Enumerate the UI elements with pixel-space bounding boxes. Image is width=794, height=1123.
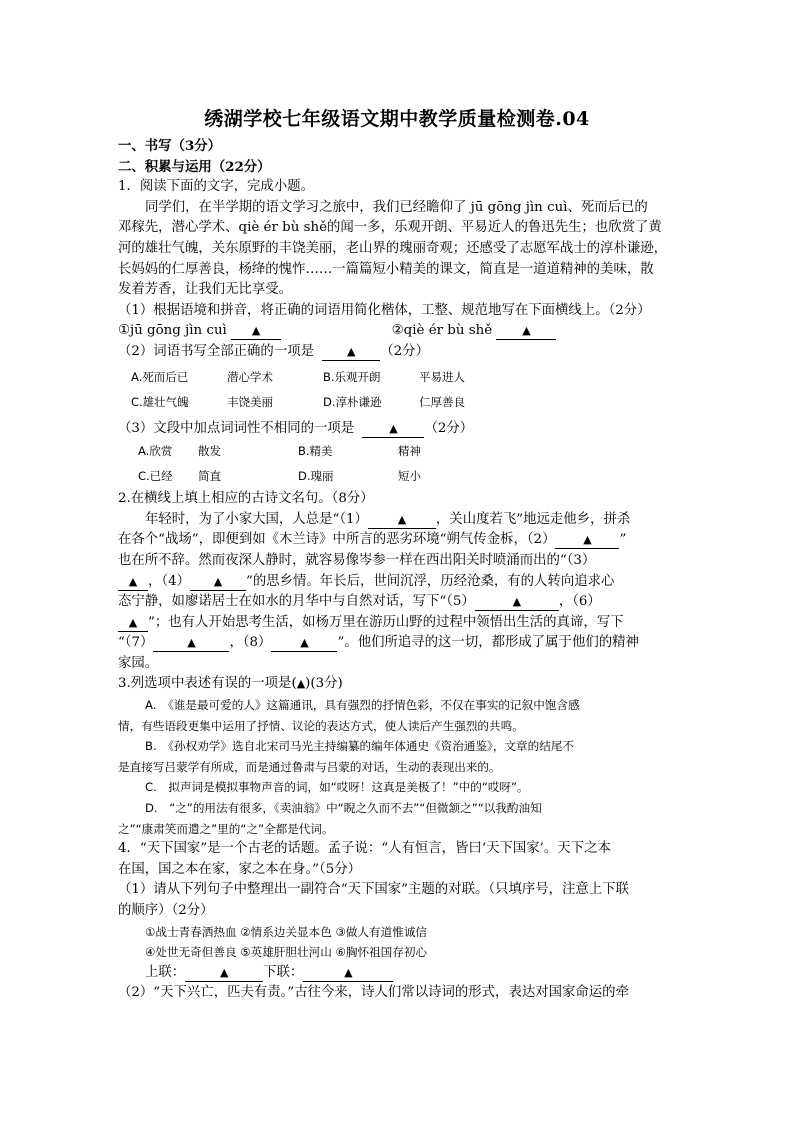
q2-line [118, 633, 690, 654]
q1-sub1b-pinyin: ②qiè ér bù shě [391, 323, 493, 339]
q1-sub2-text: （2）词语书写全部正确的一项是 [118, 343, 314, 359]
option-text: 精神 [398, 444, 421, 459]
q4-sub1-prompt: （1）请从下列句子中整理出一副符合“天下国家”主题的对联。（只填序号，注意上下联 [118, 882, 629, 898]
option-text: 仁厚善良 [419, 394, 465, 409]
option-text: 短小 [398, 469, 421, 484]
q1-sub3-prompt [118, 419, 690, 440]
q2-blank-1[interactable] [368, 512, 436, 529]
option-label: C.已经 [138, 469, 173, 484]
q2-text: 态宁静，如廖诺居士在如水的月华中与自然对话，写下“（5） [118, 594, 475, 610]
q2-blank-4[interactable] [190, 574, 246, 591]
q1-sub1b-answer-blank[interactable] [496, 323, 556, 340]
q2-line [118, 613, 690, 634]
q2-line [118, 530, 690, 551]
upper-couplet-label: 上联： [145, 964, 186, 980]
q2-text: ，（6） [558, 594, 601, 610]
answer-marker-icon[interactable]: ▲ [296, 677, 306, 691]
q2-line: 也在所不辞。然而夜深人静时，就容易像岑参一样在西出阳关时喷涌而出的“（3） [118, 552, 596, 568]
q2-line [118, 592, 690, 613]
q3-option-a-cont: 情，有些语段更集中运用了抒情、议论的表达方式，使人读后产生强烈的共鸣。 [118, 718, 524, 733]
q2-blank-8[interactable] [271, 635, 337, 652]
q1-sub2-score: （2分） [380, 343, 429, 359]
q2-text: ”。他们所追寻的这一切，都形成了属于他们的精神 [337, 635, 639, 651]
option-text: 散发 [198, 444, 221, 459]
q4-choice-row: ④处世无奇但善良 ⑤英雄肝胆壮河山 ⑥胸怀祖国存初心 [145, 945, 428, 960]
q1-passage-line: 发着芳香，让我们无比享受。 [118, 282, 293, 298]
q4-couplet-answer [118, 963, 690, 984]
q2-text: ” [619, 532, 627, 548]
option-label: D.淳朴谦逊 [323, 394, 382, 409]
answer-marker-icon: ▲ [583, 533, 592, 547]
q1-sub3-answer-blank[interactable] [362, 421, 424, 438]
q2-blank-7[interactable] [153, 635, 229, 652]
q4-heading-cont: 在国，国之本在家，家之本在身。”（5分） [118, 861, 361, 877]
q4-choices [118, 922, 690, 963]
q1-sub3-text: （3）文段中加点词词性不相同的一项是 [118, 420, 355, 436]
q3-option-d: D. “之”的用法有很多，《卖油翁》中“睨之久而不去”“但微颔之”“以我酌油知 [145, 801, 542, 816]
answer-marker-icon: ▲ [219, 965, 229, 979]
lower-couplet-blank[interactable] [303, 965, 393, 982]
q2-line [118, 510, 690, 531]
q2-blank-2[interactable] [555, 532, 619, 549]
q3-text: 3.列选项中表述有误的一项是( [118, 676, 297, 692]
q2-text: 在各个“战场”，即便到如《木兰诗》中所言的恶劣环境“朔气传金柝，（2） [118, 532, 556, 548]
q1-sub3-score: （2分） [424, 420, 474, 436]
answer-marker-icon: ▲ [389, 421, 398, 435]
option-text: 丰饶美丽 [227, 394, 273, 409]
q4-sub2-prompt: （2）“天下兴亡，匹夫有责。”古往今来，诗人们常以诗词的形式，表达对国家命运的牵 [118, 985, 629, 1001]
answer-marker-icon: ▲ [300, 636, 309, 650]
q4-sub1-prompt-cont: 的顺序）（2分） [118, 903, 214, 918]
answer-marker-icon: ▲ [128, 615, 138, 629]
q1-sub1a-pinyin: ①jū gōng jìn cuì [118, 323, 227, 339]
q1-sub2-prompt [118, 342, 690, 363]
q1-heading: 1．阅读下面的文字，完成小题。 [118, 179, 314, 195]
q1-sub3-options [118, 439, 690, 489]
q1-sub2-options [118, 365, 690, 415]
section-heading-accumulation: 二、积累与运用（22分） [118, 158, 271, 175]
q1-sub2-answer-blank[interactable] [322, 344, 380, 361]
section-heading-writing: 一、书写（3分） [118, 138, 222, 154]
option-label: C.雄壮气魄 [131, 394, 189, 409]
q2-text: ，关山度若飞”地远走他乡，拼杀 [435, 511, 631, 527]
option-label: A.欣赏 [138, 444, 173, 459]
q4-choice-row: ①战士青春洒热血 ②情系边关显本色 ③做人有道惟诚信 [145, 924, 428, 939]
q2-blank-3[interactable] [118, 574, 148, 591]
q4-heading: 4．“天下国家”是一个古老的话题。孟子说：“人有恒言，皆曰‘天下国家’。天下之本 [118, 841, 611, 857]
answer-marker-icon: ▲ [522, 324, 531, 338]
option-label: A.死而后已 [131, 369, 189, 384]
answer-marker-icon: ▲ [187, 636, 196, 650]
q2-text: ，（8） [229, 635, 272, 651]
q1-sub1a-answer-blank[interactable] [231, 323, 281, 340]
q3-options [118, 695, 690, 839]
option-text: 平易进人 [419, 369, 465, 384]
answer-marker-icon: ▲ [344, 965, 353, 979]
q1-passage-line: 邓稼先，潜心学术、qiè ér bù shě的闻一多，乐观开朗、平易近人的鲁迅先生；也欣赏了黄 [118, 220, 662, 236]
q2-text: ，（4） [148, 573, 190, 589]
q2-line [118, 572, 690, 593]
answer-marker-icon: ▲ [347, 344, 356, 358]
q2-heading: 2.在横线上填上相应的古诗文名句。（8分） [118, 491, 374, 507]
page-title: 绣湖学校七年级语文期中教学质量检测卷.04 [204, 108, 590, 130]
q3-option-b-cont: 是直接写吕蒙学有所成，而是通过鲁肃与吕蒙的对话，生动的表现出来的。 [118, 759, 501, 774]
option-row [131, 365, 690, 390]
answer-marker-icon: ▲ [512, 595, 522, 609]
q2-blank-5[interactable] [475, 594, 559, 611]
q2-text: 年轻时，为了小家大国，人总是“（1） [145, 511, 368, 527]
option-label: B.精美 [298, 444, 333, 459]
answer-marker-icon: ▲ [251, 324, 261, 338]
option-row [138, 464, 690, 489]
q1-passage-line: 河的雄壮气魄，关东原野的丰饶美丽，老山界的瑰丽奇观；还感受了志愿军战士的淳朴谦逊， [118, 240, 668, 256]
answer-marker-icon: ▲ [128, 574, 138, 588]
option-label: D.瑰丽 [298, 469, 334, 484]
q3-text: )(3分) [305, 676, 343, 692]
option-row [131, 390, 690, 415]
exam-content [118, 136, 690, 1004]
answer-marker-icon: ▲ [213, 574, 223, 588]
q1-passage-line: 同学们，在半学期的语文学习之旅中，我们已经瞻仰了 jū gōng jìn cuì、死而后已的 [145, 199, 648, 215]
q3-option-d-cont: 之”“康肃笑而遣之”里的“之”全都是代词。 [118, 821, 334, 836]
q2-text: ”；也有人开始思考生活，如杨万里在游历山野的过程中领悟出生活的真谛，写下 [148, 614, 624, 630]
q2-line: 家园。 [118, 655, 159, 671]
q3-option-a: A. 《谁是最可爱的人》这篇通讯，具有强烈的抒情色彩，不仅在事实的记叙中饱含感 [145, 698, 580, 713]
q3-heading [118, 674, 690, 695]
q1-sub1-items [118, 321, 690, 342]
lower-couplet-label: 下联： [263, 964, 304, 980]
q2-text: ”的思乡情。年长后，世间沉浮，历经沧桑，有的人转向追求心 [246, 573, 615, 589]
q2-text: “（7） [118, 635, 154, 651]
option-text: 简直 [198, 469, 221, 484]
q3-option-c: C. 拟声词是模拟事物声音的词，如“哎呀！这真是美极了！”中的“哎呀”。 [145, 780, 529, 795]
q1-passage-line: 长妈妈的仁厚善良，杨绛的愧怍……一篇篇短小精美的课文，简直是一道道精神的美味，散 [118, 261, 654, 277]
q1-sub1-prompt: （1）根据语境和拼音，将正确的词语用简化楷体，工整、规范地写在下面横线上。（2分） [118, 302, 651, 318]
upper-couplet-blank[interactable] [185, 965, 263, 982]
answer-marker-icon: ▲ [397, 512, 407, 526]
q3-option-b: B. 《孙权劝学》选自北宋司马光主持编纂的编年体通史《资治通鉴》，文章的结尾不 [145, 739, 575, 754]
option-label: B.乐观开朗 [323, 369, 381, 384]
q2-blank-6[interactable] [118, 615, 148, 632]
option-text: 潜心学术 [227, 369, 273, 384]
option-row [138, 439, 690, 464]
